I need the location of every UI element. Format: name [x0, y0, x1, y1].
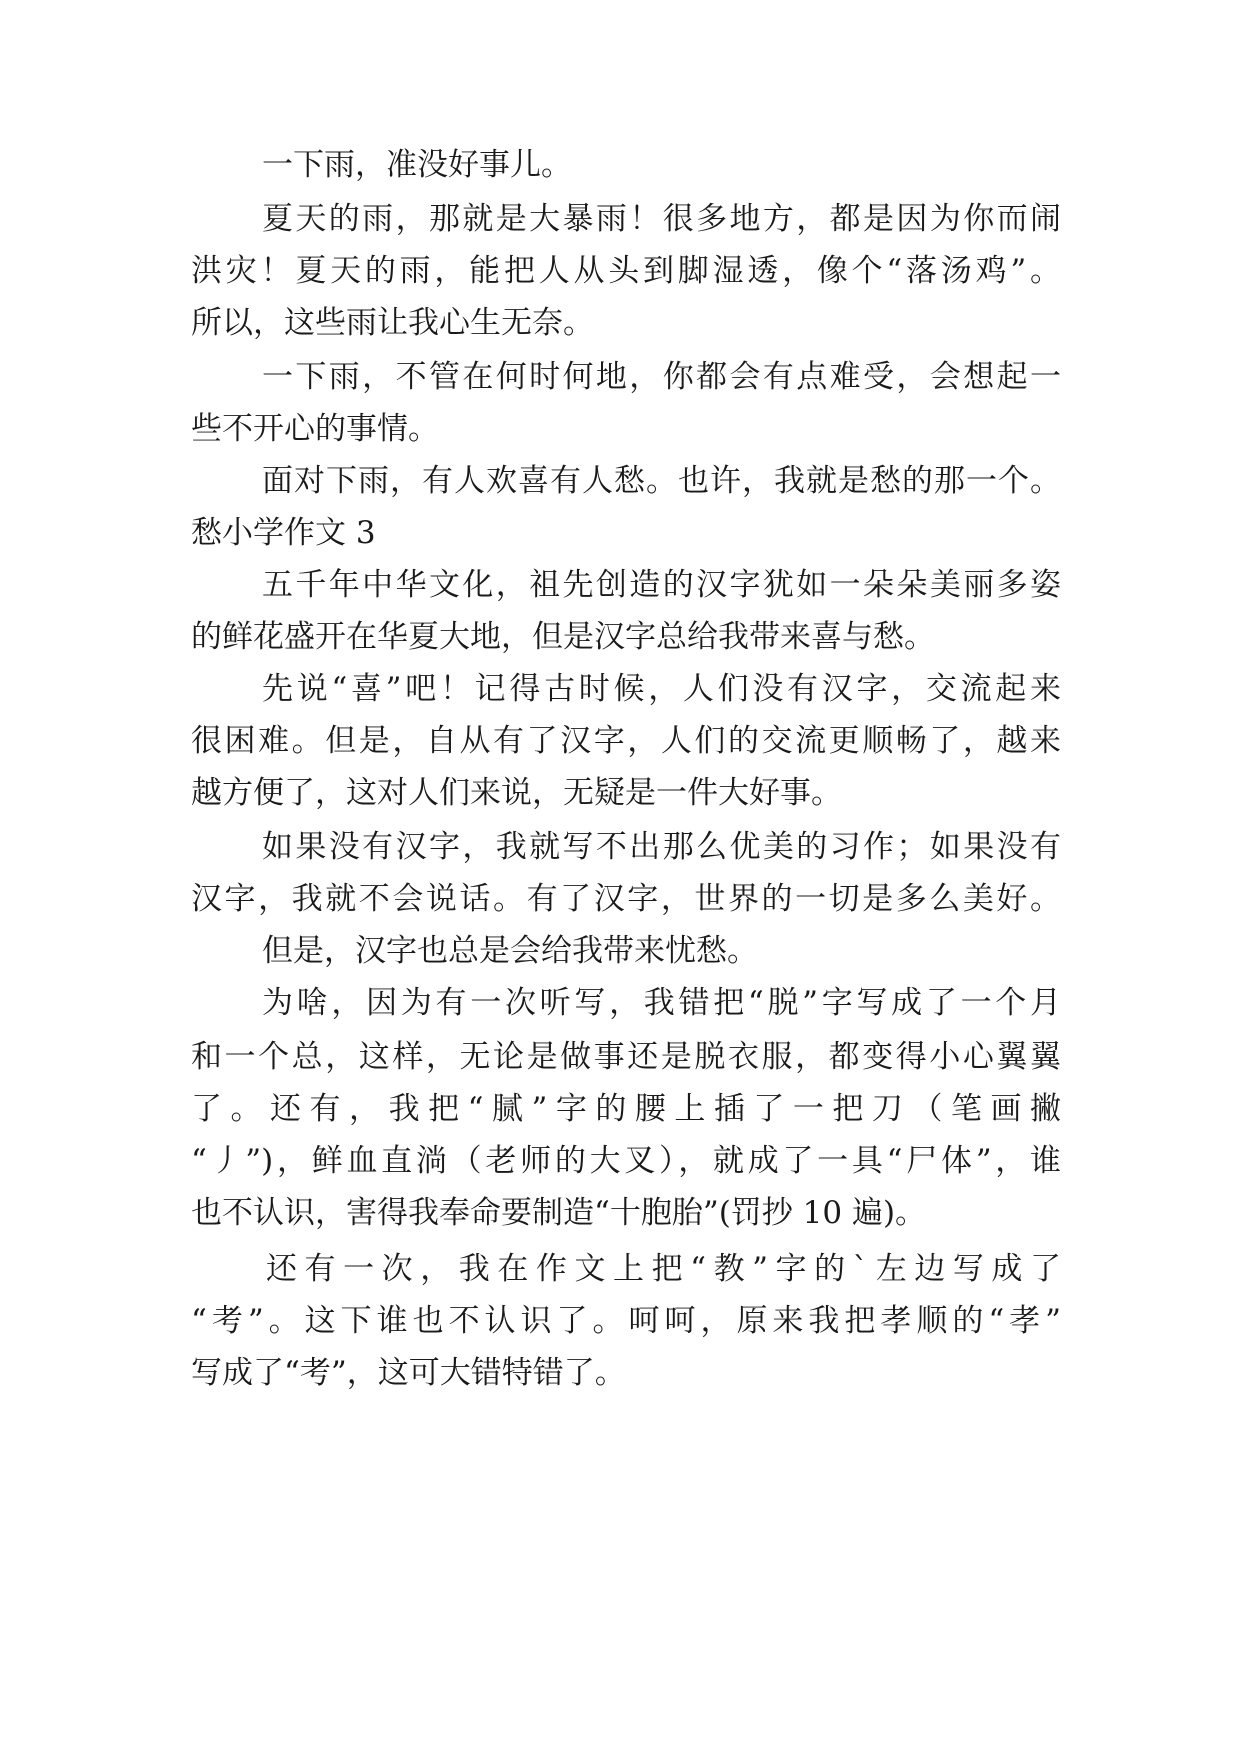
text-line	[0, 246, 1241, 296]
text-line	[0, 822, 1241, 872]
text-line-content: 也不认识，害得我奉命要制造“十胞胎”(罚抄 10 遍)。	[191, 1195, 927, 1231]
text-line-content: 还有一次，我在作文上把“教”字的`左边写成了	[266, 1251, 1061, 1287]
text-line-content: 所以，这些雨让我心生无奈。	[191, 305, 594, 341]
section-heading	[0, 508, 1241, 558]
text-line	[0, 1348, 1241, 1398]
text-line	[0, 352, 1241, 402]
text-line	[0, 456, 1241, 506]
text-line-content: 和一个总，这样，无论是做事还是脱衣服，都变得小心翼翼	[191, 1039, 1061, 1075]
text-line	[0, 716, 1241, 766]
text-line-content: 如果没有汉字，我就写不出那么优美的习作；如果没有	[262, 829, 1061, 865]
text-line	[0, 194, 1241, 244]
section-heading-text: 愁小学作文 3	[191, 515, 376, 551]
text-line	[0, 298, 1241, 348]
text-line-content: 为啥，因为有一次听写，我错把“脱”字写成了一个月	[262, 985, 1061, 1021]
text-line	[0, 768, 1241, 818]
text-line-content: 先说“喜”吧！记得古时候，人们没有汉字，交流起来	[262, 671, 1061, 707]
text-line-content: 洪灾！夏天的雨，能把人从头到脚湿透，像个“落汤鸡”。	[191, 253, 1061, 289]
text-line-content: “考”。这下谁也不认识了。呵呵，原来我把孝顺的“孝”	[191, 1303, 1061, 1339]
text-line	[0, 1136, 1241, 1186]
text-line-content: 写成了“考”，这可大错特错了。	[191, 1355, 626, 1391]
text-line	[0, 560, 1241, 610]
text-line-content: 汉字，我就不会说话。有了汉字，世界的一切是多么美好。	[191, 881, 1061, 917]
text-line-content: 但是，汉字也总是会给我带来忧愁。	[262, 933, 758, 969]
text-line	[0, 1032, 1241, 1082]
text-line	[0, 1188, 1241, 1238]
text-line	[0, 978, 1241, 1028]
text-line-content: 五千年中华文化，祖先创造的汉字犹如一朵朵美丽多姿	[262, 567, 1061, 603]
text-line-content: “丿”)，鲜血直淌（老师的大叉），就成了一具“尸体”，谁	[191, 1143, 1061, 1179]
text-line	[0, 1084, 1241, 1134]
text-line	[0, 874, 1241, 924]
text-line-content: 的鲜花盛开在华夏大地，但是汉字总给我带来喜与愁。	[191, 619, 935, 655]
text-line	[0, 612, 1241, 662]
text-line-content: 越方便了，这对人们来说，无疑是一件大好事。	[191, 775, 842, 811]
text-line-content: 些不开心的事情。	[191, 411, 439, 447]
text-line	[0, 1296, 1241, 1346]
text-line	[0, 1244, 1241, 1294]
text-line	[0, 926, 1241, 976]
text-line-content: 一下雨，不管在何时何地，你都会有点难受，会想起一	[262, 359, 1061, 395]
text-line	[0, 140, 1241, 190]
text-line	[0, 664, 1241, 714]
text-line-content: 很困难。但是，自从有了汉字，人们的交流更顺畅了，越来	[191, 723, 1061, 759]
text-line-content: 面对下雨，有人欢喜有人愁。也许，我就是愁的那一个。	[262, 463, 1061, 499]
text-line-content: 夏天的雨，那就是大暴雨！很多地方，都是因为你而闹	[262, 201, 1061, 237]
text-line	[0, 404, 1241, 454]
text-line-content: 一下雨，准没好事儿。	[262, 147, 572, 183]
text-line-content: 了。还有，我把“腻”字的腰上插了一把刀（笔画撇	[191, 1091, 1061, 1127]
